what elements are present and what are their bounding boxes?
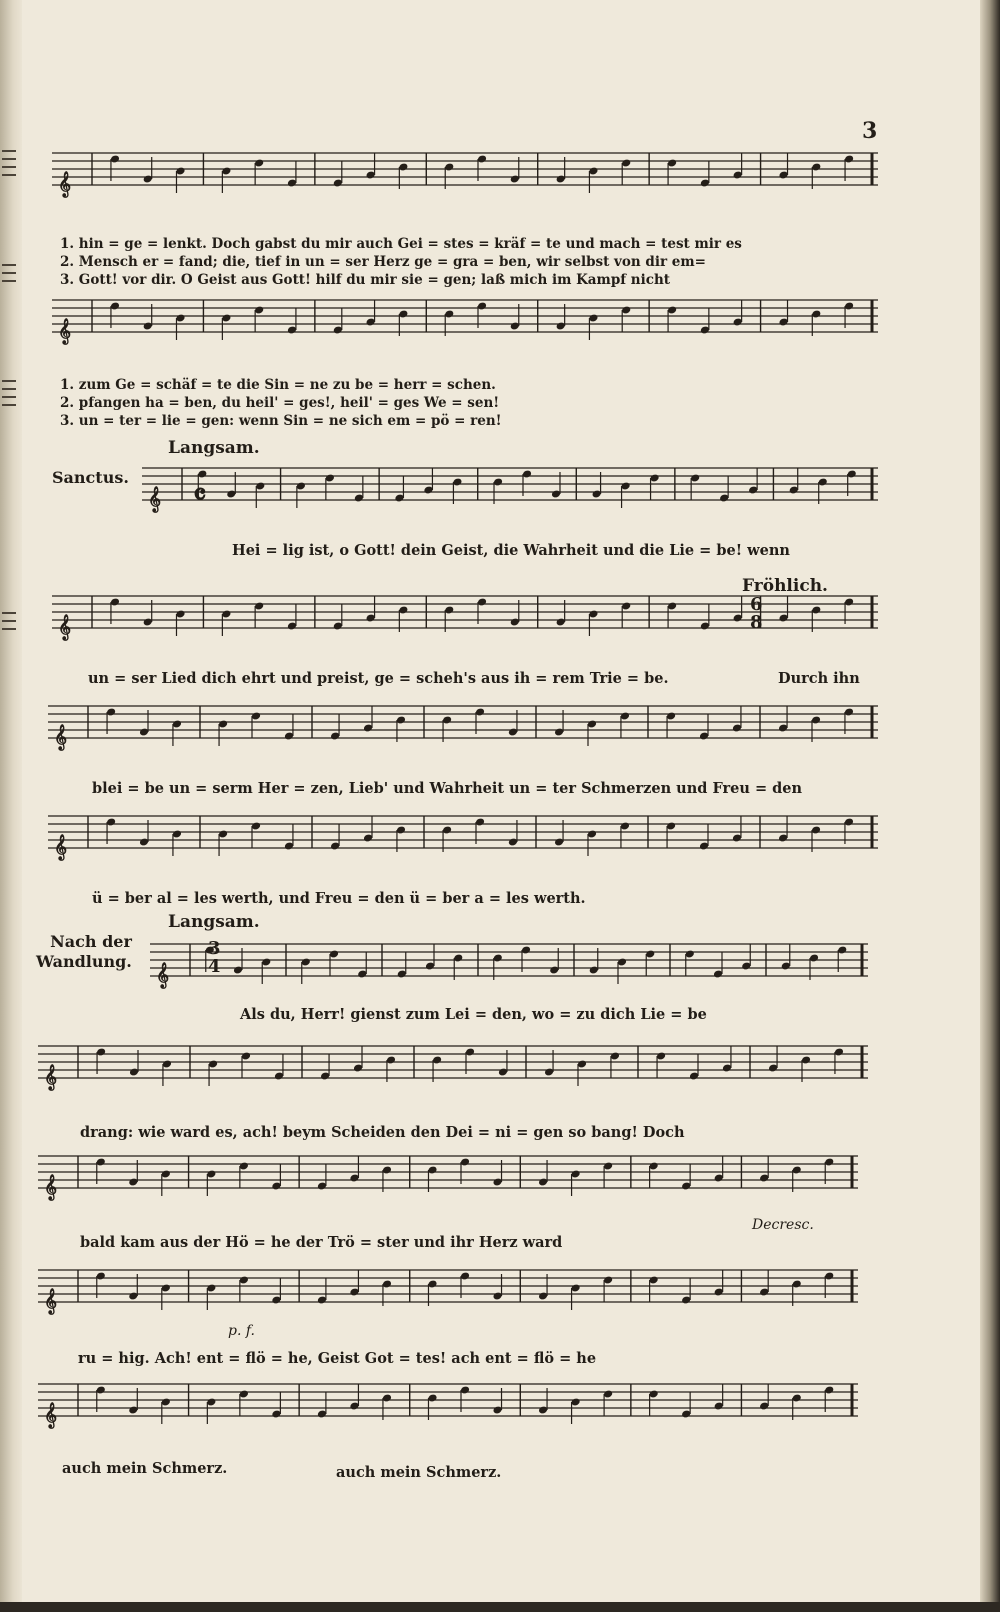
time-signature-3-4	[208, 940, 221, 976]
lyric-line: ru = hig. Ach! ent = flö = he, Geist Got = tes! ach ent = flö = he	[78, 1350, 597, 1367]
clef-symbol: 𝄞	[54, 724, 68, 750]
clef-symbol: 𝄞	[44, 1064, 58, 1090]
time-signature-common: 𝄴	[193, 478, 207, 513]
tempo-langsam-2: Langsam.	[168, 912, 260, 932]
tempo-langsam-1: Langsam.	[168, 438, 260, 458]
clef-symbol: 𝄞	[58, 318, 72, 344]
lyric-line: blei = be un = serm Her = zen, Lieb' und Wahrheit un = ter Schmerzen und Freu = den	[92, 780, 803, 797]
section-wandlung	[36, 932, 132, 972]
lyric-line: ü = ber al = les werth, und Freu = den ü = ber a = les werth.	[92, 890, 586, 907]
clef-symbol: 𝄞	[44, 1174, 58, 1200]
lyric-line: bald kam aus der Hö = he der Trö = ster und ihr Herz ward	[80, 1234, 563, 1251]
section-wandlung-line-2: Wandlung.	[36, 952, 132, 971]
lyric-line: 1. zum Ge = schäf = te die Sin = ne zu be = herr = schen.	[60, 377, 496, 393]
lyric-line: auch mein Schmerz.	[336, 1464, 502, 1481]
clef-symbol: 𝄞	[54, 834, 68, 860]
clef-symbol: 𝄞	[58, 614, 72, 640]
clef-symbol: 𝄞	[44, 1288, 58, 1314]
dynamic-decresc: Decresc.	[752, 1217, 814, 1233]
clef-symbol: 𝄞	[156, 962, 170, 988]
lyric-line: 3. un = ter = lie = gen: wenn Sin = ne sich em = pö = ren!	[60, 413, 502, 429]
lyric-line: 1. hin = ge = lenkt. Doch gabst du mir auch Gei = stes = kräf = te und mach = test mir es	[60, 236, 742, 252]
time-sig-denominator: 8	[750, 612, 763, 633]
time-sig-numerator: 6	[750, 594, 763, 615]
lyric-line: Als du, Herr! gienst zum Lei = den, wo = zu dich Lie = be	[240, 1006, 707, 1023]
lyric-line: 2. pfangen ha = ben, du heil' = ges!, heil' = ges We = sen!	[60, 395, 500, 411]
dynamic-pf: p. f.	[228, 1323, 255, 1339]
lyric-line: 2. Mensch er = fand; die, tief in un = ser Herz ge = gra = ben, wir selbst von dir em=	[60, 254, 706, 270]
time-signature-6-8	[750, 596, 763, 632]
tempo-froehlich: Fröhlich.	[742, 576, 828, 596]
lyric-line: Hei = lig ist, o Gott! dein Geist, die Wahrheit und die Lie = be! wenn	[232, 542, 790, 559]
lyric-line: Durch ihn	[778, 670, 860, 687]
time-sig-denominator: 4	[208, 956, 221, 977]
clef-symbol: 𝄞	[58, 171, 72, 197]
clef-symbol: 𝄞	[44, 1402, 58, 1428]
lyric-line: 3. Gott! vor dir. O Geist aus Gott! hilf du mir sie = gen; laß mich im Kampf nicht	[60, 272, 670, 288]
page-number: 3	[862, 118, 878, 144]
lyric-line: un = ser Lied dich ehrt und preist, ge = scheh's aus ih = rem Trie = be.	[88, 670, 669, 687]
clef-symbol: 𝄞	[148, 486, 162, 512]
lyric-line: drang: wie ward es, ach! beym Scheiden den Dei = ni = gen so bang! Doch	[80, 1124, 685, 1141]
section-sanctus: Sanctus.	[52, 468, 129, 487]
section-wandlung-line-1: Nach der	[50, 932, 132, 951]
lyric-line: auch mein Schmerz.	[62, 1460, 228, 1477]
time-sig-numerator: 3	[208, 938, 221, 959]
